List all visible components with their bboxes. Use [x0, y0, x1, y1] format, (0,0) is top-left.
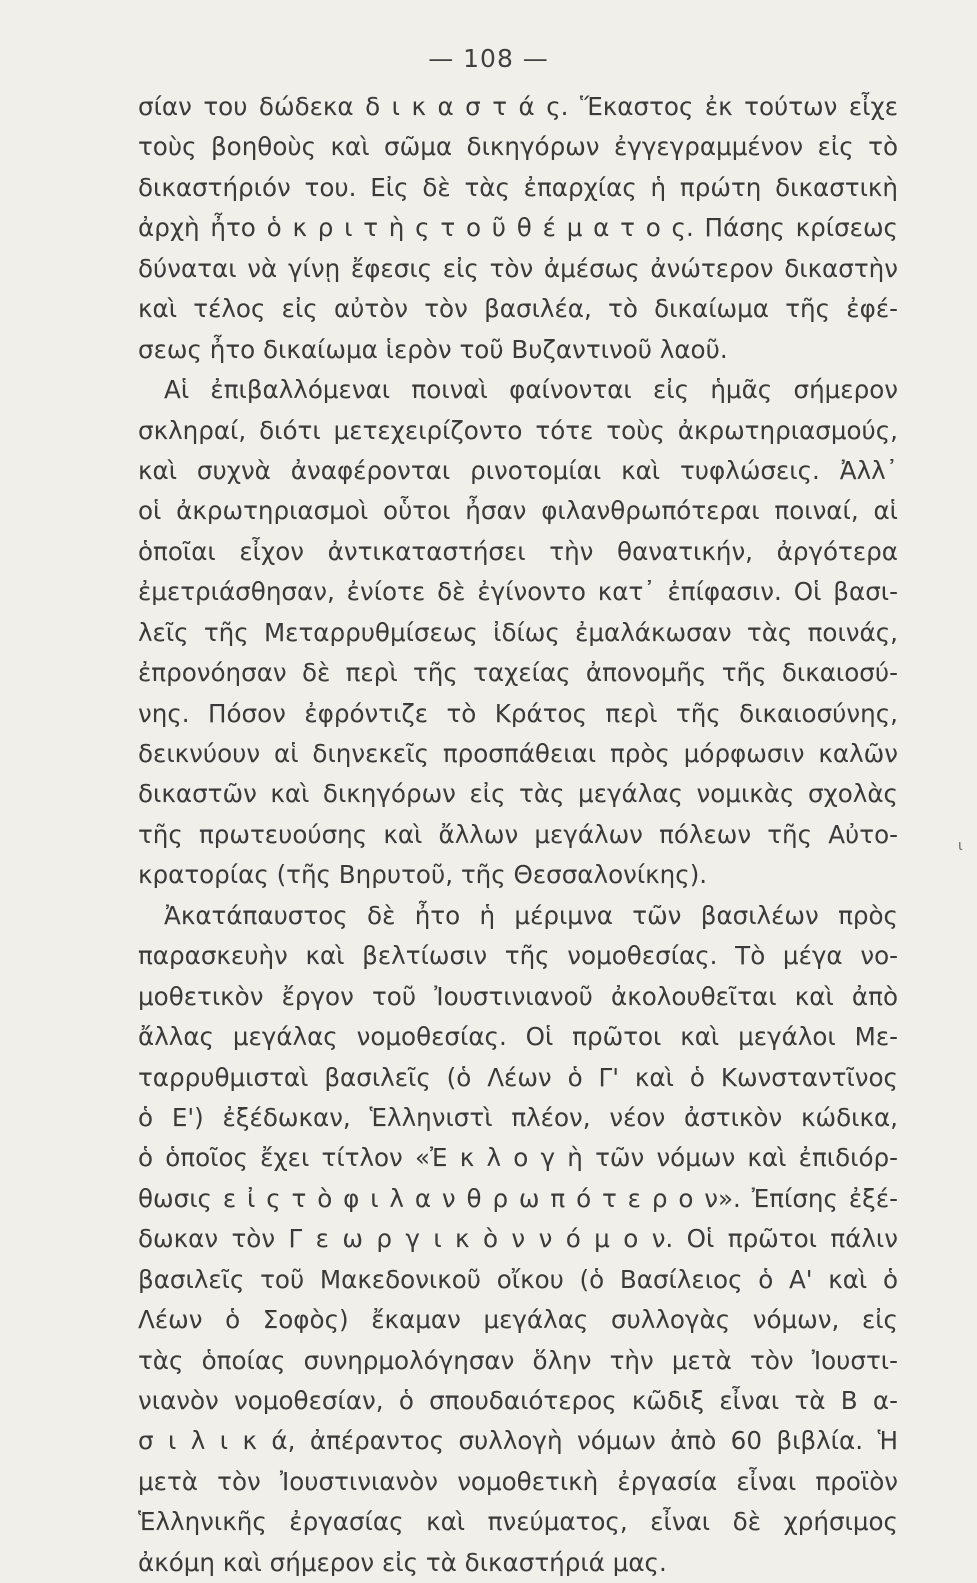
text-line: δικαστῶν καὶ δικηγόρων εἰς τὰς μεγάλας νομικὰς σχολὰς: [138, 779, 898, 809]
text-line: δικαστήριόν του. Εἰς δὲ τὰς ἐπαρχίας ἡ πρώτη δικαστικὴ: [138, 172, 898, 202]
text-line: ἐμετριάσθησαν, ἐνίοτε δὲ ἐγίνοντο κατ᾽ ἐπίφασιν. Οἱ βασι-: [138, 577, 898, 607]
text-line: ὁποῖαι εἶχον ἀντικαταστήσει τὴν θανατικήν, ἀργότερα: [138, 536, 898, 566]
text-line: ταρρυθμισταὶ βασιλεῖς (ὁ Λέων ὁ Γ' καὶ ὁ Κωνσταντῖνος: [138, 1062, 898, 1092]
text-line: σεως ἦτο δικαίωμα ἱερὸν τοῦ Βυζαντινοῦ λαοῦ.: [138, 334, 728, 364]
text-line: παρασκευὴν καὶ βελτίωσιν τῆς νομοθεσίας. Τὸ μέγα νο-: [138, 941, 898, 971]
text-line: νης. Πόσον ἐφρόντιζε τὸ Κράτος περὶ τῆς δικαιοσύνης,: [138, 698, 898, 728]
text-line: ἐπρονόησαν δὲ περὶ τῆς ταχείας ἀπονομῆς τῆς δικαιοσύ-: [138, 658, 898, 688]
text-line: οἱ ἀκρωτηριασμοὶ οὗτοι ἦσαν φιλανθρωπότεραι ποιναί, αἱ: [138, 496, 898, 526]
text-line: ὁ Ε') ἐξέδωκαν, Ἑλληνιστὶ πλέον, νέον ἀστικὸν κώδικα,: [138, 1102, 898, 1132]
margin-mark: ι: [958, 838, 963, 854]
text-line: τοὺς βοηθοὺς καὶ σῶμα δικηγόρων ἐγγεγραμμένον εἰς τὸ: [138, 132, 898, 162]
text-line: Ἀκατάπαυστος δὲ ἦτο ἡ μέριμνα τῶν βασιλέων πρὸς: [164, 900, 898, 930]
page-number: — 108 —: [428, 44, 549, 73]
text-line: δωκαν τὸν Γ ε ω ρ γ ι κ ὸ ν ν ό μ ο ν. Οἱ πρῶτοι πάλιν: [138, 1224, 898, 1254]
text-line: μοθετικὸν ἔργον τοῦ Ἰουστινιανοῦ ἀκολουθεῖται καὶ ἀπὸ: [138, 981, 898, 1011]
text-line: μετὰ τὸν Ἰουστινιανὸν νομοθετικὴ ἐργασία εἶναι προϊὸν: [138, 1466, 898, 1496]
text-line: κρατορίας (τῆς Βηρυτοῦ, τῆς Θεσσαλονίκης).: [138, 860, 708, 890]
text-line: ἄλλας μεγάλας νομοθεσίας. Οἱ πρῶτοι καὶ μεγάλοι Με-: [138, 1022, 898, 1052]
text-line: θωσις ε ἰ ς τ ὸ φ ι λ α ν θ ρ ω π ό τ ε ρ ο ν». Ἐπίσης ἐξέ-: [138, 1183, 898, 1213]
body-text: [138, 87, 898, 1583]
text-line: νιανὸν νομοθεσίαν, ὁ σπουδαιότερος κῶδιξ εἶναι τὰ Β α-: [138, 1386, 898, 1415]
text-line: βασιλεῖς τοῦ Μακεδονικοῦ οἴκου (ὁ Βασίλειος ὁ Α' καὶ ὁ: [138, 1264, 898, 1294]
text-line: ἀκόμη καὶ σήμερον εἰς τὰ δικαστήριά μας.: [138, 1547, 667, 1577]
text-line: καὶ συχνὰ ἀναφέρονται ρινοτομίαι καὶ τυφλώσεις. Ἀλλ᾽: [138, 455, 898, 485]
text-line: δεικνύουν αἱ διηνεκεῖς προσπάθειαι πρὸς μόρφωσιν καλῶν: [138, 739, 898, 768]
text-line: τὰς ὁποίας συνηρμολόγησαν ὅλην τὴν μετὰ τὸν Ἰουστι-: [138, 1345, 898, 1375]
text-line: καὶ τέλος εἰς αὐτὸν τὸν βασιλέα, τὸ δικαίωμα τῆς ἐφέ-: [138, 294, 898, 324]
text-line: Αἱ ἐπιβαλλόμεναι ποιναὶ φαίνονται εἰς ἡμᾶς σήμερον: [164, 375, 898, 405]
text-line: σ ι λ ι κ ά, ἀπέραντος συλλογὴ νόμων ἀπὸ 60 βιβλία. Ἡ: [138, 1426, 898, 1456]
text-line: σκληραί, διότι μετεχειρίζοντο τότε τοὺς ἀκρωτηριασμούς,: [138, 415, 898, 445]
text-line: τῆς πρωτευούσης καὶ ἄλλων μεγάλων πόλεων τῆς Αὐτο-: [138, 819, 898, 849]
text-line: Ἑλληνικῆς ἐργασίας καὶ πνεύματος, εἶναι δὲ χρήσιμος: [138, 1507, 898, 1537]
text-line: σίαν του δώδεκα δ ι κ α σ τ ά ς. Ἕκαστος ἐκ τούτων εἶχε: [138, 92, 898, 121]
text-line: λεῖς τῆς Μεταρρυθμίσεως ἰδίως ἐμαλάκωσαν τὰς ποινάς,: [138, 617, 898, 647]
text-line: Λέων ὁ Σοφὸς) ἔκαμαν μεγάλας συλλογὰς νόμων, εἰς: [138, 1305, 898, 1335]
text-line: ἀρχὴ ἦτο ὁ κ ρ ι τ ὴ ς τ ο ῦ θ έ μ α τ ο ς. Πάσης κρίσεως: [138, 213, 898, 243]
text-line: ὁ ὁποῖος ἔχει τίτλον «Ἐ κ λ ο γ ὴ τῶν νόμων καὶ ἐπιδιόρ-: [138, 1143, 898, 1173]
text-line: δύναται νὰ γίνῃ ἔφεσις εἰς τὸν ἀμέσως ἀνώτερον δικαστὴν: [138, 253, 898, 283]
